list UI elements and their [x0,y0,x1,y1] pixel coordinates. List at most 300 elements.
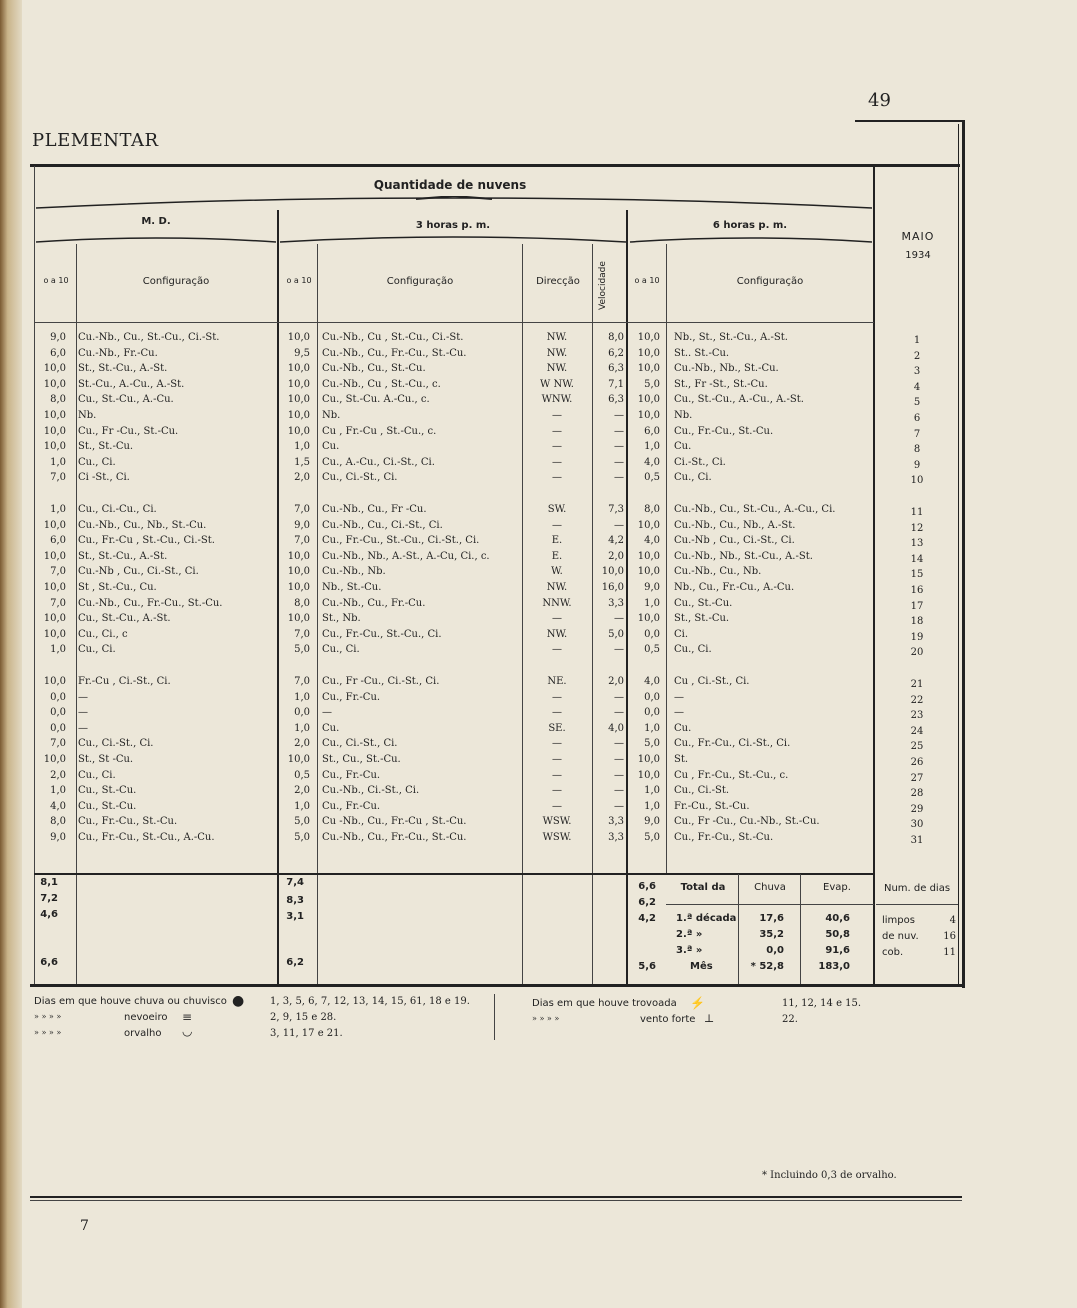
totals-label-header: Total da [680,882,726,893]
table-cell-day: 31 [910,835,924,846]
table-cell-p6-q: 10,0 [637,410,660,421]
table-cell-p3-c: Cu., Ci. [322,644,360,656]
table-cell-md-q: 10,0 [43,363,66,375]
table-cell-day: 26 [910,757,924,768]
grid-left [34,166,35,984]
table-cell-p3-q: 10,0 [287,754,310,765]
section-6pm: 6 horas p. m. [712,220,788,231]
grid-v-evap [800,874,801,984]
table-cell-dir: E. [551,550,563,562]
table-cell-day: 9 [913,459,921,471]
p6-avg-3: 4,2 [638,913,656,924]
table-cell-dir: — [552,691,562,703]
table-cell-md-q: 4,0 [50,800,66,812]
table-cell-p6-q: 10,0 [637,519,660,531]
table-cell-vel: — [614,754,624,765]
table-cell-md-c: Cu., St.-Cu., A.-St. [78,613,171,625]
table-cell-day: 3 [913,366,921,378]
dew-icon: ◡ [182,1024,193,1038]
table-cell-vel: 3,3 [608,832,624,843]
legend-ditto-1: » » » » [34,1012,62,1021]
table-cell-p3-c: Cu , Fr.-Cu , St.-Cu., c. [322,425,437,437]
table-cell-p6-q: 10,0 [637,613,660,625]
table-cell-p3-q: 0,0 [294,707,310,719]
table-cell-day: 11 [910,507,924,518]
legend-fog-days: 2, 9, 15 e 28. [270,1012,337,1023]
table-cell-p3-q: 10,0 [287,566,310,578]
table-cell-p3-q: 10,0 [287,613,310,625]
table-cell-dir: NE. [547,676,567,687]
table-cell-dir: WSW. [542,816,572,828]
table-cell-day: 20 [910,647,924,659]
p6-avg-month: 5,6 [638,961,656,972]
table-cell-p3-c: Cu., Ci.-St., Ci. [322,472,398,484]
table-cell-p6-q: 10,0 [637,550,660,562]
table-cell-md-c: — [78,707,88,719]
table-cell-p3-c: Cu.-Nb., Cu , St.-Cu., c. [322,378,441,390]
totals-label-3: 3.ª » [676,945,703,956]
table-cell-day: 18 [910,616,924,628]
thunder-icon: ⚡ [690,996,705,1010]
footnote: * Incluindo 0,3 de orvalho. [762,1170,897,1181]
totals-label-month: Mês [690,961,713,972]
table-cell-md-q: 0,0 [50,707,66,719]
summary-top-line [34,873,874,875]
table-cell-md-c: Cu.-Nb., Cu., St.-Cu., Ci.-St. [78,332,220,343]
table-cell-vel: — [614,644,624,656]
table-cell-dir: — [552,456,562,468]
table-cell-p3-c: St., Cu., St.-Cu. [322,754,401,765]
table-cell-md-q: 2,0 [50,769,66,781]
table-cell-md-c: — [78,722,88,734]
legend-dew-days: 3, 11, 17 e 21. [270,1028,343,1039]
evap-1: 40,6 [825,913,850,924]
table-cell-md-c: Cu., Fr.-Cu., St.-Cu. [78,816,178,828]
table-cell-md-q: 10,0 [43,425,66,437]
p3-avg-month: 6,2 [286,957,304,968]
table-cell-p6-c: Cu., Ci. [674,644,712,656]
month-name: MAIO [901,230,935,243]
table-cell-p6-q: 10,0 [637,363,660,375]
table-cell-md-q: 7,0 [50,597,66,609]
table-cell-md-q: 6,0 [50,535,66,547]
table-cell-md-q: 10,0 [43,582,66,593]
table-cell-day: 5 [913,397,921,409]
table-cell-vel: — [614,519,624,531]
table-cell-md-q: 10,0 [43,550,66,562]
table-cell-p3-c: Cu. [322,441,340,453]
table-cell-md-c: St., St.-Cu. [78,441,134,453]
table-cell-md-q: 10,0 [43,613,66,625]
grid-v-chuva [738,874,739,984]
table-cell-vel: — [614,785,624,797]
table-cell-day: 28 [910,788,924,800]
table-cell-dir: WNW. [541,394,573,406]
main-title: Quantidade de nuvens [373,178,527,192]
table-cell-dir: — [552,410,562,421]
table-cell-p3-c: Cu., Ci.-St., Ci. [322,738,398,750]
rain-icon: ● [232,993,245,1009]
table-cell-p6-c: Cu.-Nb., Nb., St.-Cu. [674,363,779,375]
table-cell-vel: 3,3 [608,816,624,828]
table-cell-dir: — [552,472,562,484]
table-cell-day: 8 [913,444,921,456]
table-cell-p3-c: Cu.-Nb., Cu., Fr.-Cu., St.-Cu. [322,347,467,359]
table-cell-day: 17 [910,600,924,612]
table-cell-md-q: 0,0 [50,722,66,734]
table-cell-p6-q: 10,0 [637,347,660,359]
table-cell-p6-c: St., Fr -St., St.-Cu. [674,378,768,390]
table-cell-p3-q: 2,0 [294,472,310,484]
table-cell-day: 21 [910,679,924,690]
table-cell-dir: NW. [546,628,568,640]
table-cell-p6-q: 10,0 [637,769,660,781]
table-cell-day: 4 [913,381,921,393]
table-cell-md-q: 6,0 [50,347,66,359]
table-cell-dir: — [552,769,562,781]
frame-top-line [855,120,965,122]
header-title: PLEMENTAR [32,130,159,151]
table-cell-vel: 5,0 [608,628,624,640]
table-cell-p6-q: 9,0 [644,582,660,593]
table-cell-p3-q: 0,5 [294,769,310,781]
table-cell-md-q: 10,0 [43,676,66,687]
table-cell-p6-q: 1,0 [644,441,660,453]
table-cell-p6-q: 1,0 [644,597,660,609]
table-cell-p3-q: 10,0 [287,332,310,343]
table-cell-dir: — [552,707,562,719]
table-cell-day: 16 [910,585,924,596]
table-cell-p3-c: Cu., Fr.-Cu. [322,769,381,781]
table-cell-p6-q: 0,0 [644,707,660,719]
table-cell-p3-c: — [322,707,332,719]
table-cell-p3-q: 1,5 [294,456,310,468]
table-cell-dir: — [552,754,562,765]
table-cell-p6-q: 10,0 [637,754,660,765]
col-scale-6pm: o a 10 [634,276,660,285]
table-cell-dir: NW. [546,347,568,359]
table-cell-day: 19 [910,631,924,643]
table-cell-p3-q: 5,0 [294,644,310,656]
table-cell-vel: 2,0 [608,676,624,687]
table-cell-vel: — [614,738,624,750]
table-top-rule [30,164,960,167]
table-cell-vel: 7,3 [608,504,624,515]
table-cell-p3-c: Cu.-Nb., Nb. [322,566,386,578]
md-avg-3: 4,6 [40,909,58,920]
col-scale-md: o a 10 [43,276,69,285]
table-cell-p3-c: Cu.-Nb., Cu., Fr.-Cu. [322,597,426,609]
table-cell-day: 1 [913,335,921,346]
table-cell-md-q: 1,0 [50,644,66,656]
table-cell-p6-q: 4,0 [644,456,660,468]
table-cell-p6-q: 10,0 [637,394,660,406]
table-cell-md-q: 7,0 [50,566,66,578]
table-cell-p3-q: 10,0 [287,410,310,421]
table-cell-dir: — [552,425,562,437]
rain-month: * 52,8 [750,961,784,972]
table-cell-p3-q: 9,5 [294,347,310,359]
section-md: M. D. [141,216,171,227]
table-cell-p3-q: 5,0 [294,816,310,828]
table-cell-vel: — [614,769,624,781]
table-cell-day: 12 [910,522,924,534]
legend-fog-label: nevoeiro [124,1012,168,1023]
table-cell-md-c: Cu., Fr.-Cu., St.-Cu., A.-Cu. [78,832,215,843]
table-cell-dir: — [552,519,562,531]
table-cell-p3-q: 10,0 [287,394,310,406]
table-cell-md-c: St., St -Cu. [78,754,134,765]
table-cell-p6-q: 8,0 [644,504,660,515]
numdias-value-3: 11 [943,947,956,958]
totals-label-1: 1.ª década [676,913,737,924]
table-cell-dir: — [552,613,562,625]
table-cell-p6-c: Cu., St.-Cu. [674,597,733,609]
folio: 7 [80,1218,89,1234]
table-cell-p6-c: Cu , Ci.-St., Ci. [674,676,750,687]
table-cell-vel: 6,3 [608,394,624,406]
table-cell-p3-c: Cu.-Nb., Ci.-St., Ci. [322,785,420,797]
table-cell-dir: NW. [546,582,568,593]
table-cell-md-c: Cu., Ci., c [78,628,128,640]
numdias-header-line [876,904,958,905]
md-avg-2: 7,2 [40,893,58,904]
table-cell-day: 14 [910,553,924,565]
table-cell-p6-q: 0,5 [644,472,660,484]
table-cell-vel: — [614,613,624,625]
table-cell-p6-q: 10,0 [637,332,660,343]
table-cell-p3-q: 1,0 [294,722,310,734]
table-cell-vel: — [614,800,624,812]
table-cell-p6-c: Cu.-Nb., Nb., St.-Cu., A.-St. [674,550,813,562]
table-cell-p6-c: Cu. [674,722,692,734]
table-cell-md-q: 1,0 [50,456,66,468]
p3-avg-3: 3,1 [286,911,304,922]
table-cell-p3-q: 2,0 [294,738,310,750]
bottom-line-thick [30,1196,962,1198]
table-cell-vel: 2,0 [608,550,624,562]
table-cell-vel: — [614,456,624,468]
grid-v8 [873,166,875,984]
table-cell-p6-c: Cu. [674,441,692,453]
section-3pm: 3 horas p. m. [415,220,491,231]
table-cell-p3-c: Cu., Fr.-Cu., St.-Cu., Ci. [322,628,442,640]
table-cell-dir: W NW. [540,378,574,390]
book-spine [0,0,22,1308]
table-cell-md-c: Cu., Ci. [78,769,116,781]
table-cell-day: 25 [910,741,924,753]
evap-month: 183,0 [818,961,850,972]
table-cell-vel: — [614,707,624,719]
table-cell-md-c: Cu., St.-Cu., A.-Cu. [78,394,174,406]
table-cell-day: 7 [913,428,921,440]
month-year: 1934 [905,250,931,261]
table-cell-day: 22 [910,694,924,706]
table-cell-p3-q: 10,0 [287,550,310,562]
table-cell-p6-c: Cu., Fr.-Cu., Ci.-St., Ci. [674,738,791,750]
table-cell-p6-c: Cu., Fr.-Cu., St.-Cu. [674,425,774,437]
table-cell-dir: SW. [547,504,567,515]
table-cell-p6-q: 10,0 [637,566,660,578]
table-cell-dir: NW. [546,332,568,343]
table-cell-md-c: Cu., Ci. [78,644,116,656]
table-cell-p6-c: Nb., St., St.-Cu., A.-St. [674,332,788,343]
table-cell-md-q: 1,0 [50,785,66,797]
table-cell-p3-q: 1,0 [294,691,310,703]
table-cell-md-c: Cu., Ci.-Cu., Ci. [78,504,157,515]
table-cell-p3-q: 2,0 [294,785,310,797]
table-cell-md-c: Cu., Ci. [78,456,116,468]
table-cell-p3-q: 7,0 [294,504,310,515]
table-cell-md-q: 10,0 [43,628,66,640]
table-cell-p3-c: Cu., Fr.-Cu. [322,800,381,812]
table-cell-day: 2 [913,350,921,362]
rain-3: 0,0 [766,945,784,956]
table-cell-md-c: Cu., Fr -Cu., St.-Cu. [78,425,179,437]
table-cell-p3-q: 5,0 [294,832,310,843]
table-cell-vel: 7,1 [608,378,624,390]
table-cell-dir: SE. [548,722,566,734]
table-cell-dir: WSW. [542,832,572,843]
table-cell-md-c: Cu., Ci.-St., Ci. [78,738,154,750]
numdias-label-2: de nuv. [882,931,919,942]
p3-avg-1: 7,4 [286,877,304,888]
totals-evap-header: Evap. [823,882,851,893]
table-cell-p3-q: 10,0 [287,582,310,593]
table-cell-day: 30 [910,819,924,831]
table-cell-vel: — [614,472,624,484]
table-cell-md-c: St., St.-Cu., A.-St. [78,363,168,375]
table-cell-p3-c: Cu.-Nb., Cu., Fr -Cu. [322,504,427,515]
table-cell-dir: — [552,800,562,812]
table-cell-day: 6 [913,413,921,424]
table-cell-p3-c: Cu., A.-Cu., Ci.-St., Ci. [322,456,435,468]
table-cell-vel: 6,2 [608,347,624,359]
evap-3: 91,6 [825,945,850,956]
table-cell-md-c: St.-Cu., A.-Cu., A.-St. [78,378,185,390]
table-cell-p6-c: Cu., Ci. [674,472,712,484]
table-cell-vel: — [614,691,624,703]
table-cell-md-c: Nb. [78,410,97,421]
table-cell-p6-c: Cu.-Nb., Cu., Nb., A.-St. [674,519,796,531]
table-cell-p6-c: Ci.-St., Ci. [674,456,726,468]
table-cell-p6-q: 6,0 [644,425,660,437]
table-cell-p6-c: St. [674,754,689,765]
table-bottom-rule [30,984,962,987]
table-cell-md-c: Cu., St.-Cu. [78,800,137,812]
table-cell-dir: — [552,644,562,656]
col-config-3pm: Configuração [386,276,454,287]
table-cell-p6-q: 4,0 [644,676,660,687]
table-cell-p6-c: Cu.-Nb., Cu., St.-Cu., A.-Cu., Ci. [674,504,836,515]
legend-wind-label: vento forte [640,1014,696,1025]
table-cell-p6-q: 5,0 [644,832,660,843]
table-cell-day: 10 [910,475,924,487]
table-cell-p3-c: Cu., Fr -Cu., Ci.-St., Ci. [322,676,440,687]
table-cell-md-c: — [78,691,88,703]
table-cell-md-c: Cu., St.-Cu. [78,785,137,797]
table-cell-p6-c: Cu., Ci.-St. [674,785,730,797]
table-cell-md-q: 9,0 [50,832,66,843]
table-cell-p6-q: 9,0 [644,816,660,828]
table-cell-p3-q: 10,0 [287,363,310,375]
table-cell-md-q: 10,0 [43,519,66,531]
table-cell-p6-q: 5,0 [644,378,660,390]
table-cell-md-q: 0,0 [50,691,66,703]
table-cell-vel: 4,0 [608,722,624,734]
table-cell-md-q: 7,0 [50,738,66,750]
table-cell-p6-q: 1,0 [644,800,660,812]
table-cell-p6-q: 0,5 [644,644,660,656]
rain-2: 35,2 [759,929,784,940]
col-config-6pm: Configuração [736,276,804,287]
legend-rain-days: 1, 3, 5, 6, 7, 12, 13, 14, 15, 61, 18 e 19. [270,996,470,1007]
table-cell-p6-c: — [674,691,684,703]
table-cell-vel: 8,0 [608,332,624,343]
numdias-label-1: limpos [882,915,915,926]
grid-v7 [666,244,667,874]
table-cell-p3-c: Cu., St.-Cu. A.-Cu., c. [322,394,430,406]
table-cell-md-c: Cu.-Nb., Cu., Nb., St.-Cu. [78,519,207,531]
table-cell-p3-q: 9,0 [294,519,310,531]
table-cell-vel: — [614,441,624,453]
table-cell-p3-q: 7,0 [294,535,310,547]
legend-divider [494,994,495,1040]
table-cell-p6-c: Cu., Fr.-Cu., St.-Cu. [674,832,774,843]
table-cell-vel: 3,3 [608,597,624,609]
col-config-md: Configuração [142,276,210,287]
table-cell-p6-q: 1,0 [644,785,660,797]
table-cell-p6-q: 4,0 [644,535,660,547]
table-cell-dir: — [552,785,562,797]
numdias-label-3: cob. [882,947,904,958]
table-cell-p6-c: Fr.-Cu., St.-Cu. [674,800,750,812]
table-cell-p3-c: Cu. [322,722,340,734]
table-cell-p6-c: Cu.-Nb , Cu., Ci.-St., Ci. [674,535,795,547]
table-cell-vel: 10,0 [601,566,624,578]
p3-avg-2: 8,3 [286,895,304,906]
table-cell-vel: 4,2 [608,535,624,547]
table-cell-day: 13 [910,538,924,550]
table-cell-md-q: 10,0 [43,441,66,453]
table-cell-vel: — [614,425,624,437]
legend-ditto-3: » » » » [532,1014,560,1023]
table-cell-day: 29 [910,803,924,815]
table-cell-p6-c: Cu.-Nb., Cu., Nb. [674,566,762,578]
table-cell-p6-c: Nb., Cu., Fr.-Cu., A.-Cu. [674,582,795,593]
bottom-line-thin [30,1200,962,1201]
table-cell-p6-q: 5,0 [644,738,660,750]
table-cell-md-q: 8,0 [50,816,66,828]
table-cell-md-c: Cu.-Nb , Cu., Ci.-St., Ci. [78,566,199,578]
numdias-title: Num. de dias [883,883,951,894]
grid-v2 [277,210,279,984]
table-cell-p6-q: 0,0 [644,628,660,640]
table-cell-p3-c: Nb. [322,410,341,421]
table-cell-dir: — [552,738,562,750]
table-cell-p6-c: Cu., Fr -Cu., Cu.-Nb., St.-Cu. [674,816,820,828]
table-cell-dir: NNW. [542,597,572,609]
wind-icon: ⊥ [704,1012,715,1025]
table-cell-p3-c: Cu.-Nb., Cu , St.-Cu., Ci.-St. [322,332,464,343]
table-cell-p3-q: 10,0 [287,425,310,437]
table-cell-p6-c: St., St.-Cu. [674,613,730,625]
frame-right-line [962,120,965,988]
legend-thunder-label: Dias em que houve trovoada [532,998,677,1009]
table-cell-p6-c: Cu , Fr.-Cu., St.-Cu., c. [674,769,789,781]
table-cell-md-c: Cu., Fr.-Cu , St.-Cu., Ci.-St. [78,535,215,547]
table-cell-vel: 16,0 [601,582,624,593]
